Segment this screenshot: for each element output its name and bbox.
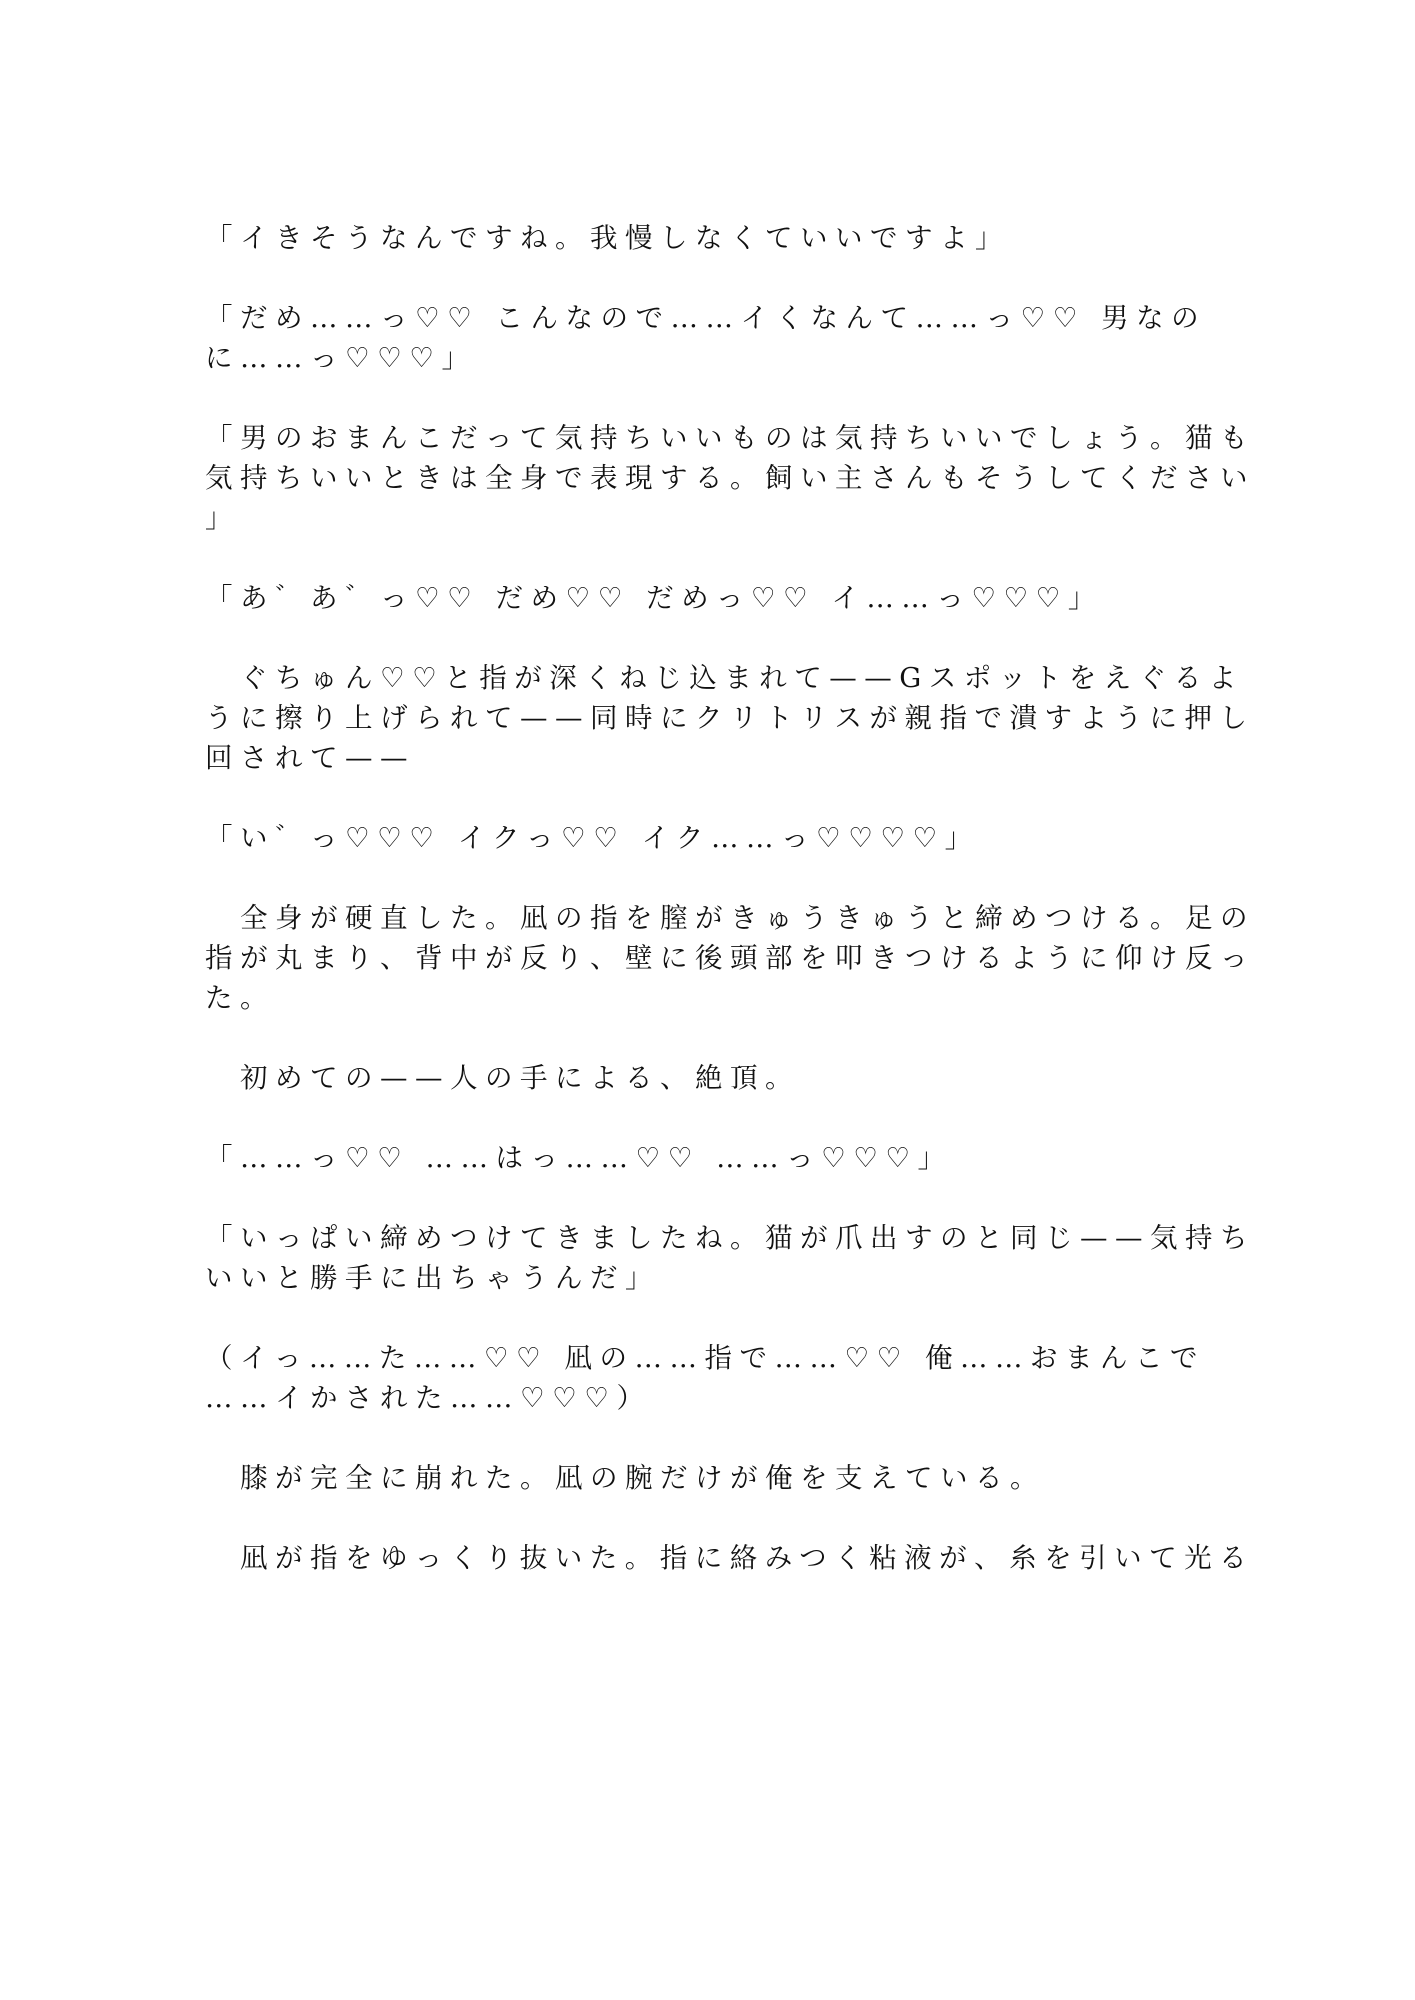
text-line: た。 [205,982,275,1014]
dialogue-paragraph [205,578,1205,618]
text-line: 全身が硬直した。凪の指を膣がきゅうきゅうと締めつける。足の [205,902,1255,934]
narration-paragraph [205,1458,1205,1498]
dialogue-paragraph [205,818,1205,858]
text-line: 「……っ♡♡ ……はっ……♡♡ ……っ♡♡♡」 [205,1142,953,1174]
text-line: 「あ゛あ゛っ♡♡ だめ♡♡ だめっ♡♡ イ……っ♡♡♡」 [205,582,1103,614]
text-line: 「男のおまんこだって気持ちいいものは気持ちいいでしょう。猫も [205,422,1255,454]
text-line: 気持ちいいときは全身で表現する。飼い主さんもそうしてください [205,462,1255,494]
narration-paragraph [205,1058,1205,1098]
narration-paragraph [205,898,1255,1018]
dialogue-paragraph [205,218,1205,258]
text-line: いいと勝手に出ちゃうんだ」 [205,1262,660,1294]
text-line: ……イかされた……♡♡♡） [205,1382,652,1414]
text-line: うに擦り上げられて——同時にクリトリスが親指で潰すように押し [205,702,1255,734]
text-line: 凪が指をゆっくり抜いた。指に絡みつく粘液が、糸を引いて光る [205,1542,1255,1574]
text-line: 初めての——人の手による、絶頂。 [205,1062,800,1094]
text-line: 「い゛っ♡♡♡ イクっ♡♡ イク……っ♡♡♡♡」 [205,822,980,854]
dialogue-paragraph [205,1218,1255,1298]
text-line: 」 [205,502,240,534]
dialogue-paragraph [205,298,1205,378]
text-line: ぐちゅん♡♡と指が深くねじ込まれて——Gスポットをえぐるよ [205,662,1244,694]
text-line: に……っ♡♡♡」 [205,342,477,374]
body-text [205,218,1255,1618]
dialogue-paragraph [205,418,1255,538]
dialogue-paragraph [205,1138,1205,1178]
inner-thought-paragraph [205,1338,1205,1418]
text-line: （イっ……た……♡♡ 凪の……指で……♡♡ 俺……おまんこで [205,1342,1205,1374]
narration-paragraph [205,1538,1255,1578]
text-line: 「だめ……っ♡♡ こんなので……イくなんて……っ♡♡ 男なの [205,302,1207,334]
narration-paragraph [205,658,1255,778]
text-line: 回されて—— [205,742,415,774]
text-line: 「いっぱい締めつけてきましたね。猫が爪出すのと同じ——気持ち [205,1222,1255,1254]
text-line: 指が丸まり、背中が反り、壁に後頭部を叩きつけるように仰け反っ [205,942,1255,974]
text-line: 膝が完全に崩れた。凪の腕だけが俺を支えている。 [205,1462,1045,1494]
text-line: 「イきそうなんですね。我慢しなくていいですよ」 [205,222,1010,254]
